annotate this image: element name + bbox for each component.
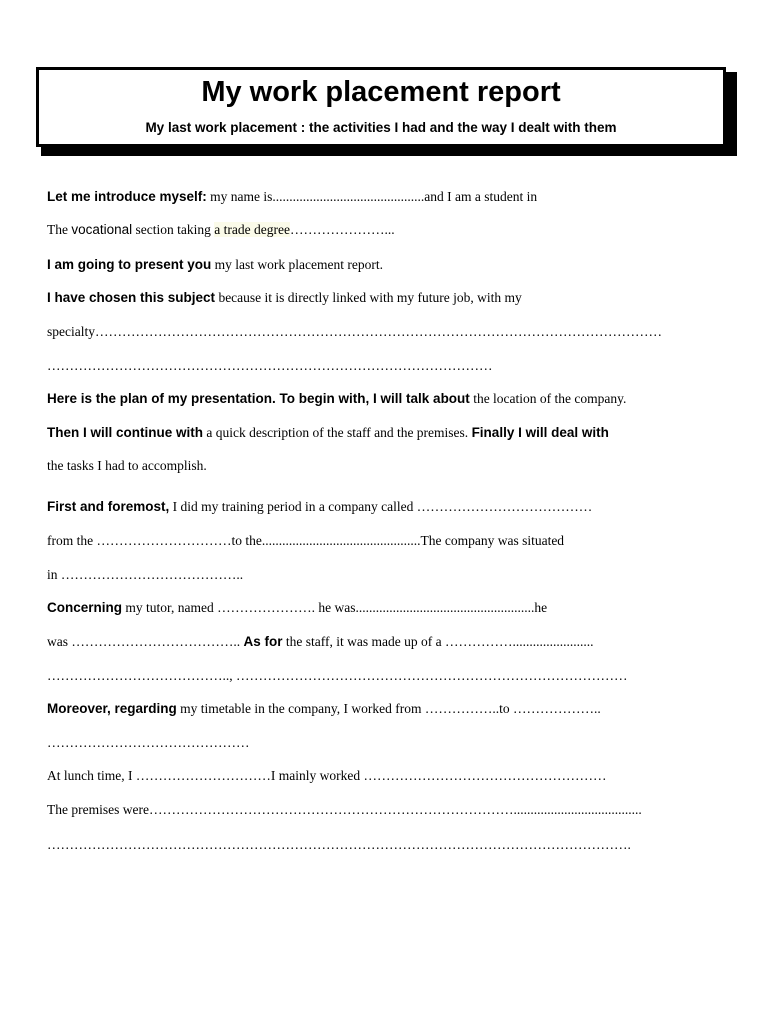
line-staff-dots xyxy=(47,667,628,685)
line-staff xyxy=(47,633,593,651)
line-text: my name is.............................................and I am a student in xyxy=(206,189,538,204)
line-first-foremost xyxy=(47,498,592,516)
line-text: my tutor, named …………………. he was.....................................................he xyxy=(122,600,548,615)
page-subtitle: My last work placement : the activities I had and the way I dealt with them xyxy=(145,120,617,135)
lead-phrase: Finally I will deal with xyxy=(471,425,609,440)
line-text-sans: vocational xyxy=(71,222,133,237)
lead-phrase: Then I will continue with xyxy=(47,425,203,440)
lead-phrase: Moreover, regarding xyxy=(47,701,177,716)
line-text: my last work placement report. xyxy=(211,257,383,272)
line-present xyxy=(47,256,383,274)
lead-phrase: As for xyxy=(243,634,283,649)
lead-phrase: I am going to present you xyxy=(47,257,212,272)
line-text: At lunch time, I …………………………I mainly worked ……………………………………………… xyxy=(47,768,607,783)
highlighted-text: a trade degree xyxy=(214,222,290,237)
line-subject xyxy=(47,289,522,307)
line-tasks xyxy=(47,457,207,475)
line-continue xyxy=(47,424,609,442)
line-text: because it is directly linked with my future job, with my xyxy=(215,290,522,305)
line-lunch xyxy=(47,767,606,785)
line-dates xyxy=(47,532,564,550)
line-plan xyxy=(47,390,626,408)
header-box xyxy=(36,67,726,147)
line-text: the staff, it was made up of a ……………........................ xyxy=(282,634,594,649)
line-text: the tasks I had to accomplish. xyxy=(47,458,207,473)
line-text: The xyxy=(47,222,72,237)
line-text: a quick description of the staff and the premises. xyxy=(203,425,472,440)
lead-phrase: Let me introduce myself: xyxy=(47,189,207,204)
line-text: my timetable in the company, I worked from ……………..to ……………….. xyxy=(176,701,601,716)
line-text: specialty……………………………………………………………………………………………………………… xyxy=(47,324,662,339)
line-premises xyxy=(47,801,642,819)
line-specialty xyxy=(47,323,662,341)
line-text: was ……………………………….. xyxy=(47,634,244,649)
line-timetable xyxy=(47,700,601,718)
lead-phrase: Concerning xyxy=(47,600,123,615)
lead-phrase: First and foremost, xyxy=(47,499,170,514)
lead-phrase: I have chosen this subject xyxy=(47,290,216,305)
line-text: from the …………………………to the...............................................The company was situated xyxy=(47,533,565,548)
line-text: ……………………………………………………………………………………… xyxy=(47,358,493,373)
line-location xyxy=(47,566,243,584)
line-tutor xyxy=(47,599,547,617)
page-title: My work placement report xyxy=(201,76,561,108)
line-text: section taking xyxy=(132,222,215,237)
line-text: ……………………………………… xyxy=(47,735,250,750)
line-text: The premises were………………………………………………………………………...................................... xyxy=(47,802,642,817)
line-text: I did my training period in a company called ………………………………… xyxy=(169,499,593,514)
line-text: …………………………………………………………………………………………………………………. xyxy=(47,837,631,852)
line-vocational-section xyxy=(47,221,395,239)
line-introduction xyxy=(47,188,537,206)
line-text: the location of the company. xyxy=(469,391,627,406)
line-final-dots xyxy=(47,836,631,854)
line-text: …………………... xyxy=(289,222,395,237)
line-text: in ………………………………….. xyxy=(47,567,244,582)
line-text: ………………………………….., …………………………………………………………………………… xyxy=(47,668,628,683)
line-blank-dots xyxy=(47,357,493,375)
lead-phrase: Here is the plan of my presentation. To begin with, I will talk about xyxy=(47,391,470,406)
line-timetable-dots xyxy=(47,734,250,752)
